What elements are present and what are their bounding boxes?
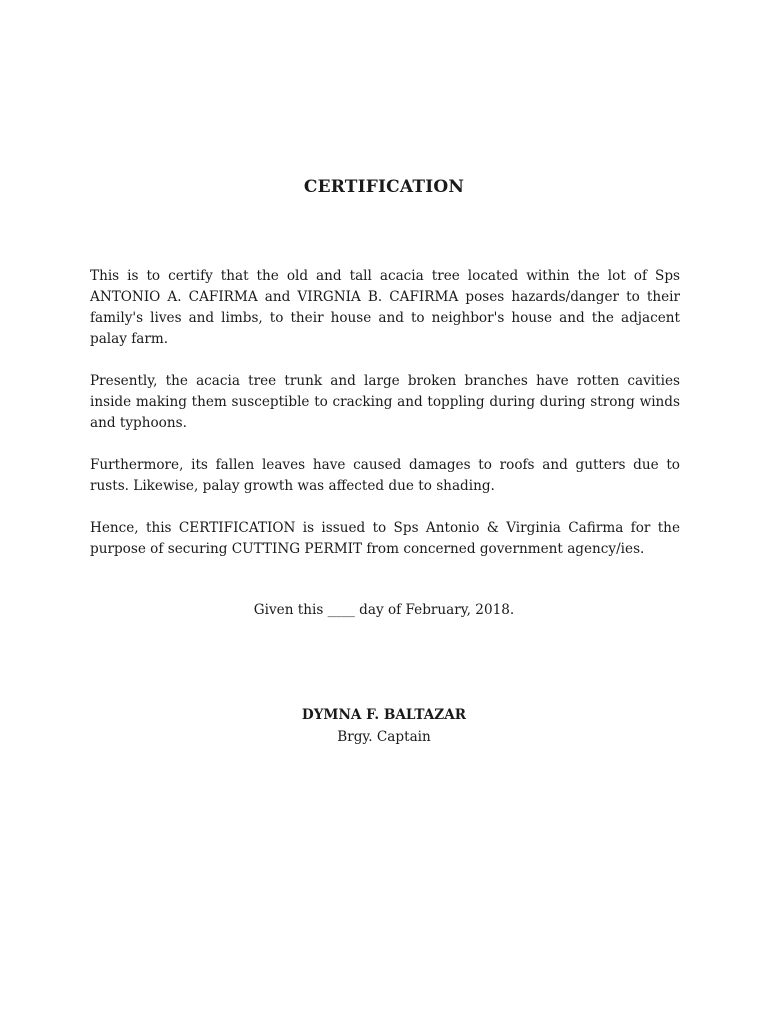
paragraph-certify: This is to certify that the old and tall acacia tree located within the lot of Sps ANTONIO A. CAFIRMA and VIRGNIA B. CAFIRMA poses hazards/danger to their family's lives and limbs, to their house and to neighbor's house and the adjacent palay farm.: [90, 268, 680, 347]
signatory-name: DYMNA F. BALTAZAR: [301, 707, 467, 723]
signatory-position: Brgy. Captain: [337, 729, 431, 745]
paragraph-presently: Presently, the acacia tree trunk and large broken branches have rotten cavities inside making them susceptible to cracking and toppling during during strong winds and typhoons.: [90, 373, 680, 431]
paragraph-hence: Hence, this CERTIFICATION is issued to Sps Antonio & Virginia Cafirma for the purpose of securing CUTTING PERMIT from concerned government agency/ies.: [90, 520, 680, 557]
given-date-line: Given this ____ day of February, 2018.: [253, 602, 515, 618]
paragraph-furthermore: Furthermore, its fallen leaves have caused damages to roofs and gutters due to rusts. Likewise, palay growth was affected due to shading.: [90, 457, 680, 494]
document-body: [90, 266, 680, 581]
document-title: CERTIFICATION: [303, 177, 465, 197]
